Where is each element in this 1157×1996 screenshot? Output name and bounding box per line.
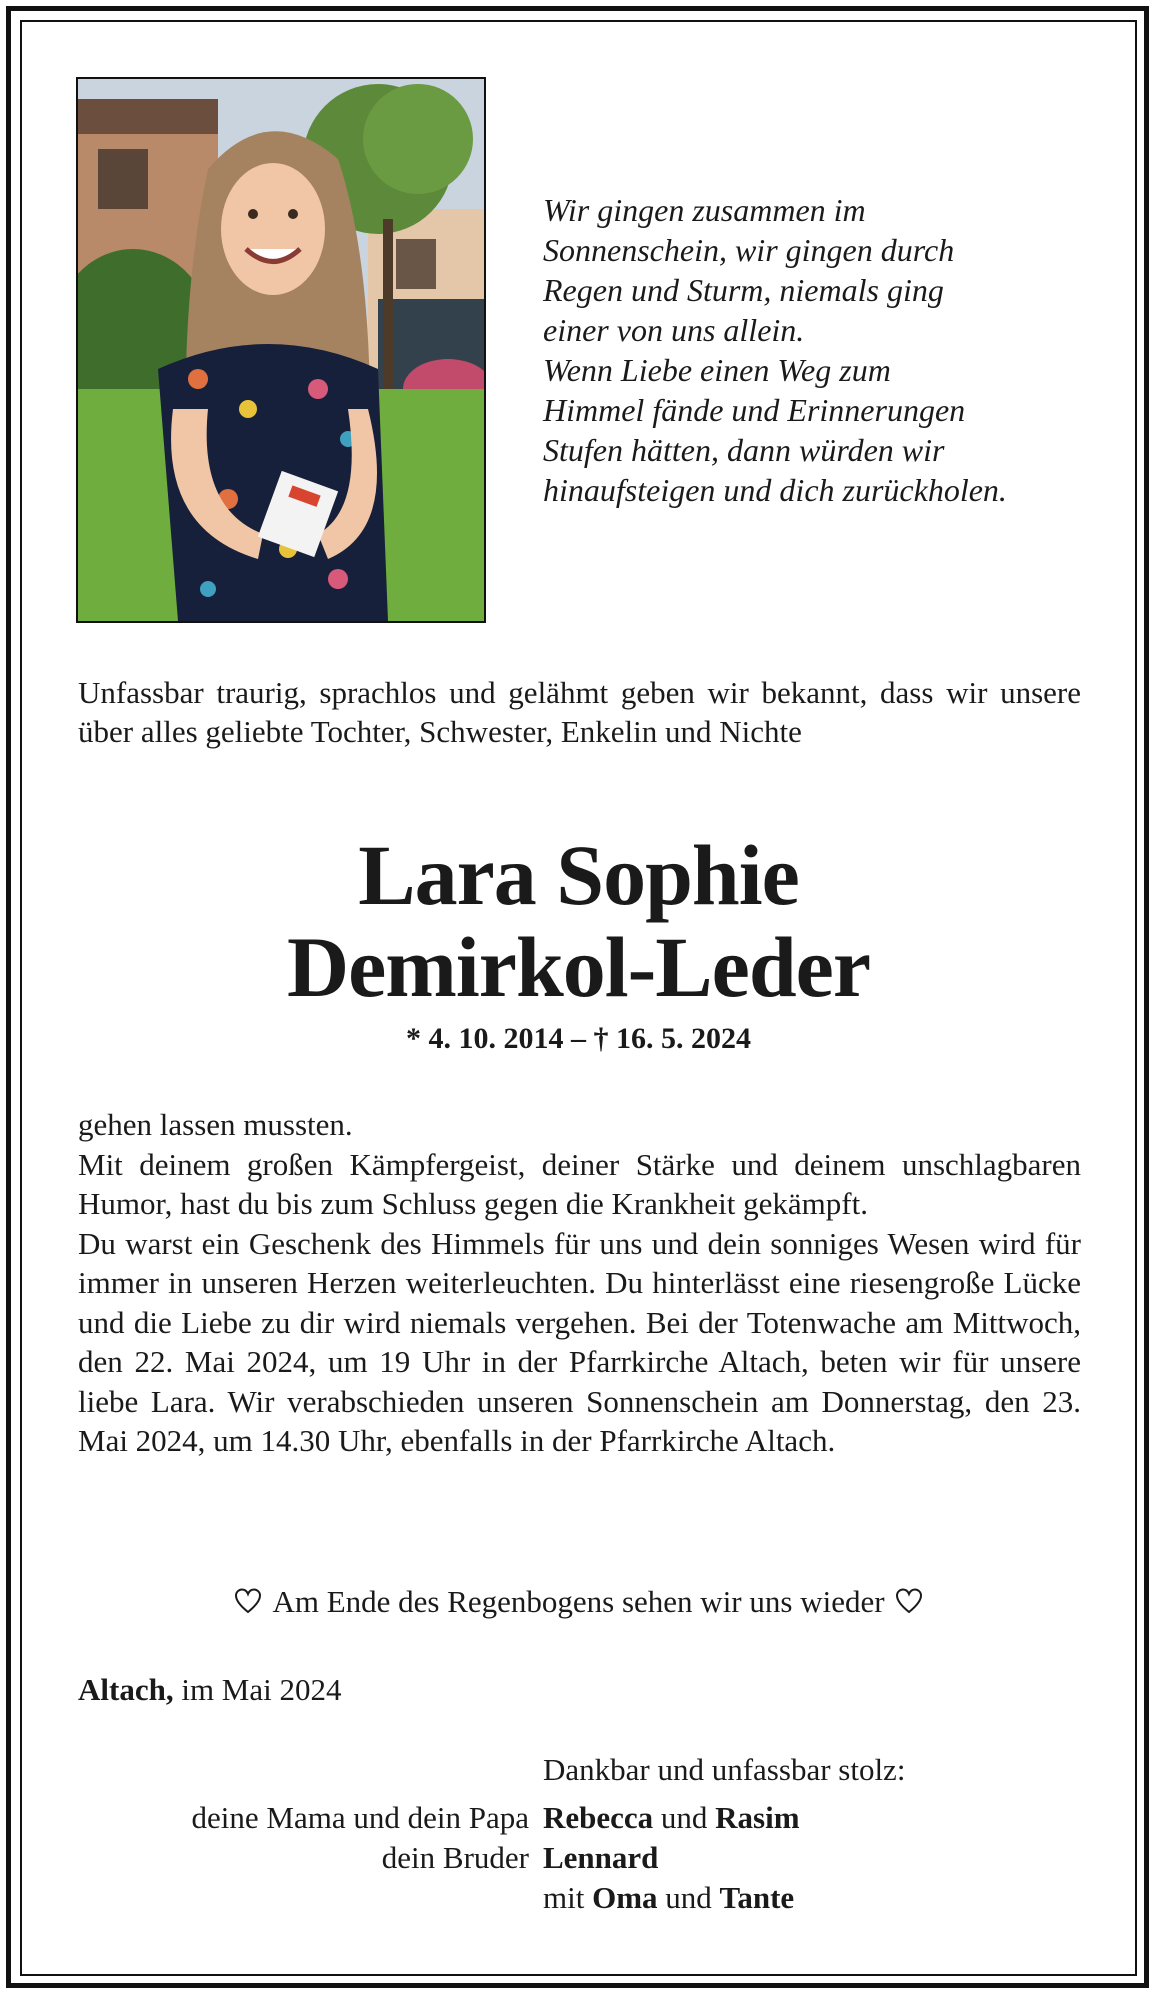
poem-line: Wir gingen zusammen im <box>543 192 866 228</box>
poem <box>543 190 1103 510</box>
signature-heading: Dankbar und unfassbar stolz: <box>543 1752 906 1787</box>
deceased-first-name: Lara Sophie <box>358 827 799 923</box>
portrait-photo <box>76 77 486 623</box>
poem-line: hinaufsteigen und dich zurückholen. <box>543 472 1007 508</box>
place-town: Altach, <box>78 1672 174 1707</box>
closing-line <box>0 1584 1157 1623</box>
life-dates: * 4. 10. 2014 – † 16. 5. 2024 <box>406 1022 751 1055</box>
signature-name: Lennard <box>543 1840 659 1875</box>
heart-icon <box>895 1587 923 1623</box>
place-and-date <box>78 1672 342 1708</box>
announcement-body <box>78 1105 1081 1461</box>
signature-name: Rebecca <box>543 1800 654 1835</box>
signature-row-brother <box>0 1840 1157 1880</box>
poem-line: einer von uns allein. <box>543 312 805 348</box>
place-date: im Mai 2024 <box>181 1672 342 1707</box>
signature-relation: deine Mama und dein Papa <box>191 1800 529 1835</box>
signature-conjunction: und <box>665 1880 712 1915</box>
signature-name: Rasim <box>715 1800 800 1835</box>
signature-prefix: mit <box>543 1880 585 1915</box>
poem-line: Regen und Sturm, niemals ging <box>543 272 944 308</box>
announcement-intro: Unfassbar traurig, sprachlos und gelähmt geben wir bekannt, dass wir unsere über alles geliebte Tochter, Schwester, Enkelin und Nichte <box>78 675 1081 749</box>
poem-line: Himmel fände und Erinnerungen <box>543 392 966 428</box>
body-paragraph: gehen lassen mussten. <box>78 1107 353 1142</box>
heart-icon <box>234 1587 262 1623</box>
signature-name: Tante <box>719 1880 795 1915</box>
signature-relation: dein Bruder <box>381 1840 529 1875</box>
closing-text: Am Ende des Regenbogens sehen wir uns wieder <box>272 1584 885 1619</box>
signature-name: Oma <box>592 1880 658 1915</box>
signature-row-family <box>0 1880 1157 1920</box>
body-paragraph: Du warst ein Geschenk des Himmels für uns und dein sonniges Wesen wird für immer in unseren Herzen weiterleuchten. Du hinterlässt eine riesengroße Lücke und die Liebe zu dir wird niemals vergehen. Bei der Totenwache am Mittwoch, den 22. Mai 2024, um 19 Uhr in der Pfarrkirche Altach, beten wir für unsere liebe Lara. Wir verabschieden unseren Sonnenschein am Donnerstag, den 23. Mai 2024, um 14.30 Uhr, ebenfalls in der Pfarrkirche Altach. <box>78 1225 1081 1458</box>
body-paragraph: Mit deinem großen Kämpfergeist, deiner Stärke und deinem unschlagbaren Humor, hast du bis zum Schluss gegen die Krankheit gekämpft. <box>78 1146 1081 1221</box>
signature-conjunction: und <box>660 1800 708 1835</box>
poem-line: Wenn Liebe einen Weg zum <box>543 352 891 388</box>
signature-row-parents <box>0 1800 1157 1840</box>
poem-line: Stufen hätten, dann würden wir <box>543 432 945 468</box>
deceased-last-name: Demirkol-Leder <box>286 919 871 1015</box>
poem-line: Sonnenschein, wir gingen durch <box>543 232 955 268</box>
